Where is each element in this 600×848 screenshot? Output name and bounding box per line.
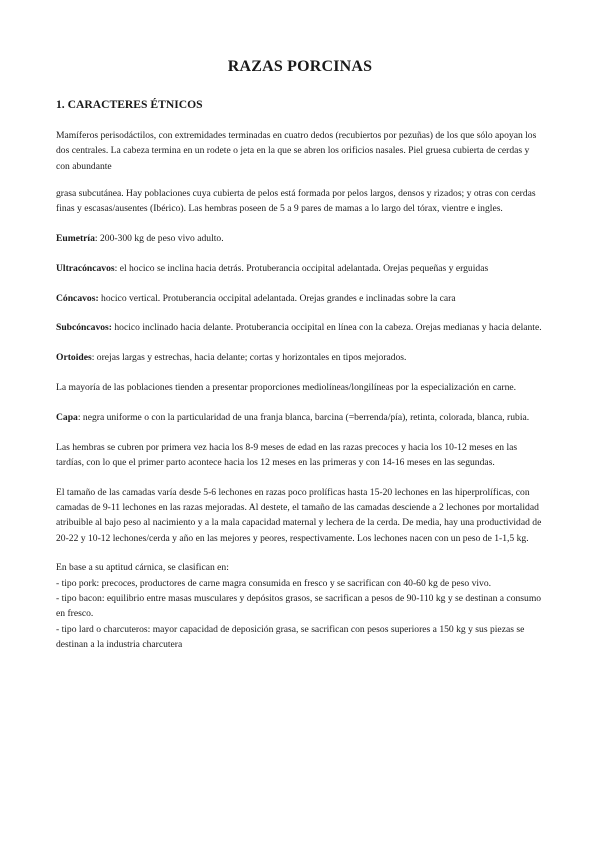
capa-label: Capa	[56, 411, 78, 423]
paragraph-hembras: Las hembras se cubren por primera vez hacia los 8-9 meses de edad en las razas precoces y hacia los 10-12 meses en las tardías, con lo que el primer parto acontece hacia los 12 meses en las primeras y con 14-16 meses en las segundas.	[56, 441, 518, 468]
paragraph-subconcavos	[56, 320, 544, 335]
paragraph-capa	[56, 410, 544, 425]
capa-text: : negra uniforme o con la particularidad de una franja blanca, barcina (=berrenda/pía), retinta, colorada, blanca, rubia.	[77, 411, 530, 423]
aptitud-intro: En base a su aptitud cárnica, se clasifican en:	[56, 562, 229, 574]
aptitud-list	[56, 560, 544, 652]
concavos-text: hocico vertical. Protuberancia occipital adelantada. Orejas grandes e inclinadas sobre la cara	[98, 292, 456, 304]
list-item: - tipo pork: precoces, productores de carne magra consumida en fresco y se sacrifican con 40-60 kg de peso vivo.	[56, 577, 492, 589]
ortoides-text: : orejas largas y estrechas, hacia delante; cortas y horizontales en tipos mejorados.	[91, 352, 407, 364]
list-item: - tipo lard o charcuteros: mayor capacidad de deposición grasa, se sacrifican con pesos superiores a 150 kg y sus piezas se destinan a la industria charcutera	[56, 623, 525, 650]
document-title: RAZAS PORCINAS	[227, 58, 373, 75]
paragraph-camadas: El tamaño de las camadas varía desde 5-6 lechones en razas poco prolíficas hasta 15-20 lechones en las hiperprolíficas, con camadas de 9-11 lechones en las razas mejoradas. Al destete, el tamaño de las camadas desciende a 2 lechones por mortalidad atribuible al bajo peso al nacimiento y a la mala capacidad maternal y lechera de la cerda. De media, hay una productividad de 20-22 y 10-12 lechones/cerda y año en las mejores y peores, respectivamente. Los lechones nacen con un peso de 1-1,5 kg.	[56, 486, 542, 544]
ortoides-label: Ortoides	[56, 352, 92, 364]
eumetria-label: Eumetría	[56, 232, 95, 244]
subconcavos-label: Subcóncavos:	[56, 322, 112, 334]
paragraph-eumetria	[56, 231, 544, 246]
eumetria-text: : 200-300 kg de peso vivo adulto.	[94, 232, 224, 244]
paragraph-ortoides	[56, 350, 544, 365]
paragraph-concavos	[56, 291, 544, 306]
section-heading: 1. CARACTERES ÉTNICOS	[56, 98, 203, 111]
concavos-label: Cóncavos:	[56, 292, 99, 304]
paragraph-proporciones: La mayoría de las poblaciones tienden a presentar proporciones mediolíneas/longilíneas por la especialización en carne.	[56, 381, 517, 393]
paragraph-grasa: grasa subcutánea. Hay poblaciones cuya cubierta de pelos está formada por pelos largos, densos y rizados; y otras con cerdas finas y escasas/ausentes (Ibérico). Las hembras poseen de 5 a 9 pares de mamas a lo largo del tórax, vientre e ingles.	[56, 187, 536, 215]
paragraph-ultraconcavos	[56, 261, 544, 276]
ultraconcavos-label: Ultracóncavos	[56, 262, 115, 274]
paragraph-mamiferos: Mamíferos perisodáctilos, con extremidades terminadas en cuatro dedos (recubiertos por pezuñas) de los que sólo apoyan los dos centrales. La cabeza termina en un rodete o jeta en la que se abren los orificios nasales. Piel gruesa cubierta de cerdas y con abundante	[56, 130, 537, 172]
list-item: - tipo bacon: equilibrio entre masas musculares y depósitos grasos, se sacrifican a pesos de 90-110 kg y se destinan a consumo en fresco.	[56, 592, 542, 620]
subconcavos-text: hocico inclinado hacia delante. Protuberancia occipital en línea con la cabeza. Orejas medianas y hacia delante.	[111, 322, 542, 334]
ultraconcavos-text: : el hocico se inclina hacia detrás. Protuberancia occipital adelantada. Orejas pequeñas y erguidas	[114, 262, 489, 274]
